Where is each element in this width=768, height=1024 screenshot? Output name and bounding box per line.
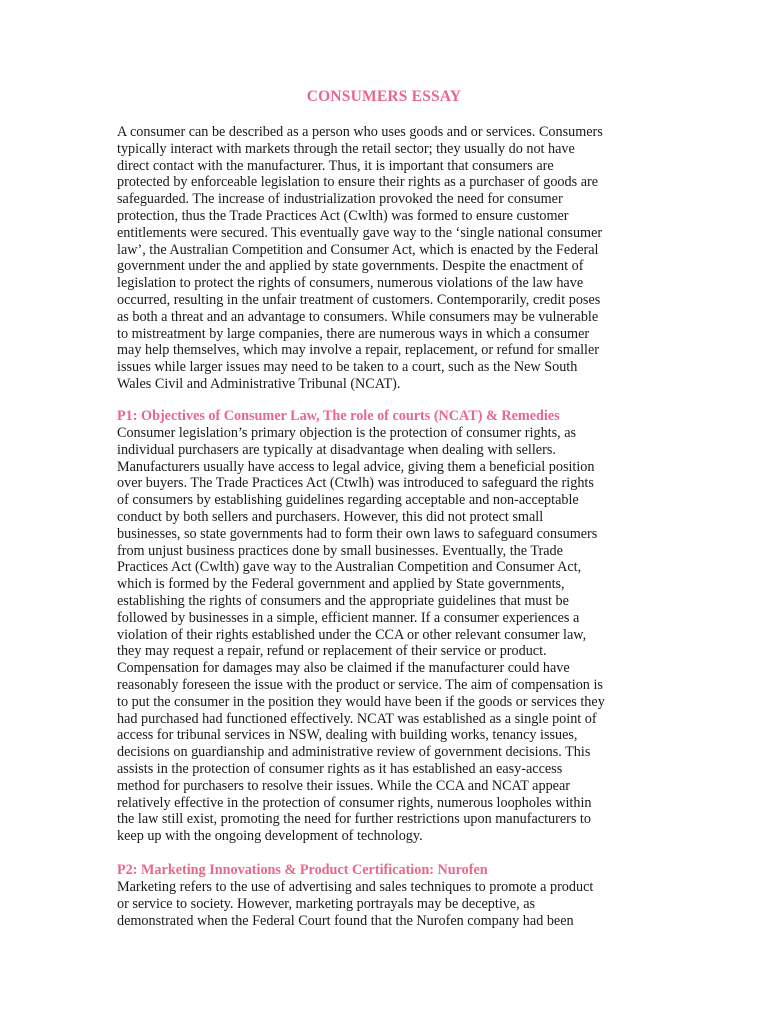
- text-line: from unjust business practices done by small businesses. Eventually, the Trade: [117, 542, 563, 559]
- text-line: direct contact with the manufacturer. Thus, it is important that consumers are: [117, 157, 554, 174]
- text-line: access for tribunal services in NSW, dealing with building works, tenancy issues,: [117, 727, 578, 744]
- text-line: to put the consumer in the position they would have been if the goods or services they: [117, 693, 605, 710]
- text-line: to mistreatment by large companies, there are numerous ways in which a consumer: [117, 325, 590, 342]
- text-line: or service to society. However, marketing portrayals may be deceptive, as: [117, 895, 536, 912]
- text-line: followed by businesses in a simple, efficient manner. If a consumer experiences a: [117, 609, 580, 626]
- text-line: keep up with the ongoing development of technology.: [117, 828, 423, 845]
- text-line: had purchased had functioned effectively. NCAT was established as a single point of: [117, 710, 597, 727]
- text-line: which is formed by the Federal government and applied by State governments,: [117, 576, 565, 593]
- text-line: safeguarded. The increase of industrialization provoked the need for consumer: [117, 191, 563, 208]
- text-line: violation of their rights established under the CCA or other relevant consumer law,: [117, 626, 587, 643]
- section-heading-p2: P2: Marketing Innovations & Product Certification: Nurofen: [117, 862, 488, 878]
- text-line: protection, thus the Trade Practices Act (Cwlth) was formed to ensure customer: [117, 207, 569, 224]
- p2-paragraph: [117, 879, 652, 929]
- intro-paragraph: [117, 124, 652, 393]
- text-line: law’, the Australian Competition and Consumer Act, which is enacted by the Federal: [117, 241, 599, 258]
- text-line: the law still exist, promoting the need for further restrictions upon manufacturers to: [117, 811, 591, 828]
- text-line: A consumer can be described as a person who uses goods and or services. Consumers: [117, 124, 603, 140]
- text-line: businesses, so state governments had to form their own laws to safeguard consumers: [117, 525, 598, 542]
- text-line: assists in the protection of consumer rights as it has established an easy-access: [117, 760, 563, 777]
- text-line: relatively effective in the protection of consumer rights, numerous loopholes within: [117, 794, 592, 811]
- text-line: reasonably foreseen the issue with the product or service. The aim of compensation is: [117, 676, 603, 693]
- text-line: Marketing refers to the use of advertising and sales techniques to promote a product: [117, 879, 594, 895]
- text-line: government under the and applied by state governments. Despite the enactment of: [117, 258, 584, 275]
- document-title: CONSUMERS ESSAY: [306, 88, 462, 105]
- text-line: Manufacturers usually have access to legal advice, giving them a beneficial position: [117, 458, 595, 475]
- text-line: Practices Act (Cwlth) gave way to the Australian Competition and Consumer Act,: [117, 559, 582, 576]
- text-line: conduct by both sellers and purchasers. However, this did not protect small: [117, 508, 544, 525]
- text-line: as both a threat and an advantage to consumers. While consumers may be vulnerable: [117, 308, 599, 325]
- text-line: Wales Civil and Administrative Tribunal (NCAT).: [117, 375, 401, 392]
- text-line: issues while larger issues may need to be taken to a court, such as the New South: [117, 359, 578, 376]
- text-line: establishing the rights of consumers and the appropriate guidelines that must be: [117, 592, 569, 609]
- section-heading-p1: P1: Objectives of Consumer Law, The role of courts (NCAT) & Remedies: [117, 408, 560, 424]
- text-line: Compensation for damages may also be claimed if the manufacturer could have: [117, 660, 570, 677]
- p1-paragraph: [117, 425, 652, 845]
- text-line: over buyers. The Trade Practices Act (Ctwlh) was introduced to safeguard the rights: [117, 475, 594, 492]
- text-line: occurred, resulting in the unfair treatment of customers. Contemporarily, credit poses: [117, 291, 601, 308]
- text-line: method for purchasers to resolve their issues. While the CCA and NCAT appear: [117, 777, 570, 794]
- text-line: of consumers by establishing guidelines regarding acceptable and non-acceptable: [117, 492, 579, 509]
- text-line: typically interact with markets through the retail sector; they usually do not have: [117, 140, 575, 157]
- text-line: legislation to protect the rights of consumers, numerous violations of the law have: [117, 275, 584, 292]
- text-line: individual purchasers are typically at disadvantage when dealing with sellers.: [117, 441, 556, 458]
- text-line: they may request a repair, refund or replacement of their service or product.: [117, 643, 547, 660]
- text-line: entitlements were secured. This eventually gave way to the ‘single national consumer: [117, 224, 603, 241]
- text-line: may help themselves, which may involve a repair, replacement, or refund for smaller: [117, 342, 600, 359]
- text-line: decisions on guardianship and administrative review of government decisions. This: [117, 744, 591, 761]
- text-line: protected by enforceable legislation to ensure their rights as a purchaser of goods are: [117, 174, 599, 191]
- text-line: Consumer legislation’s primary objection is the protection of consumer rights, as: [117, 425, 577, 441]
- text-line: demonstrated when the Federal Court found that the Nurofen company had been: [117, 912, 574, 929]
